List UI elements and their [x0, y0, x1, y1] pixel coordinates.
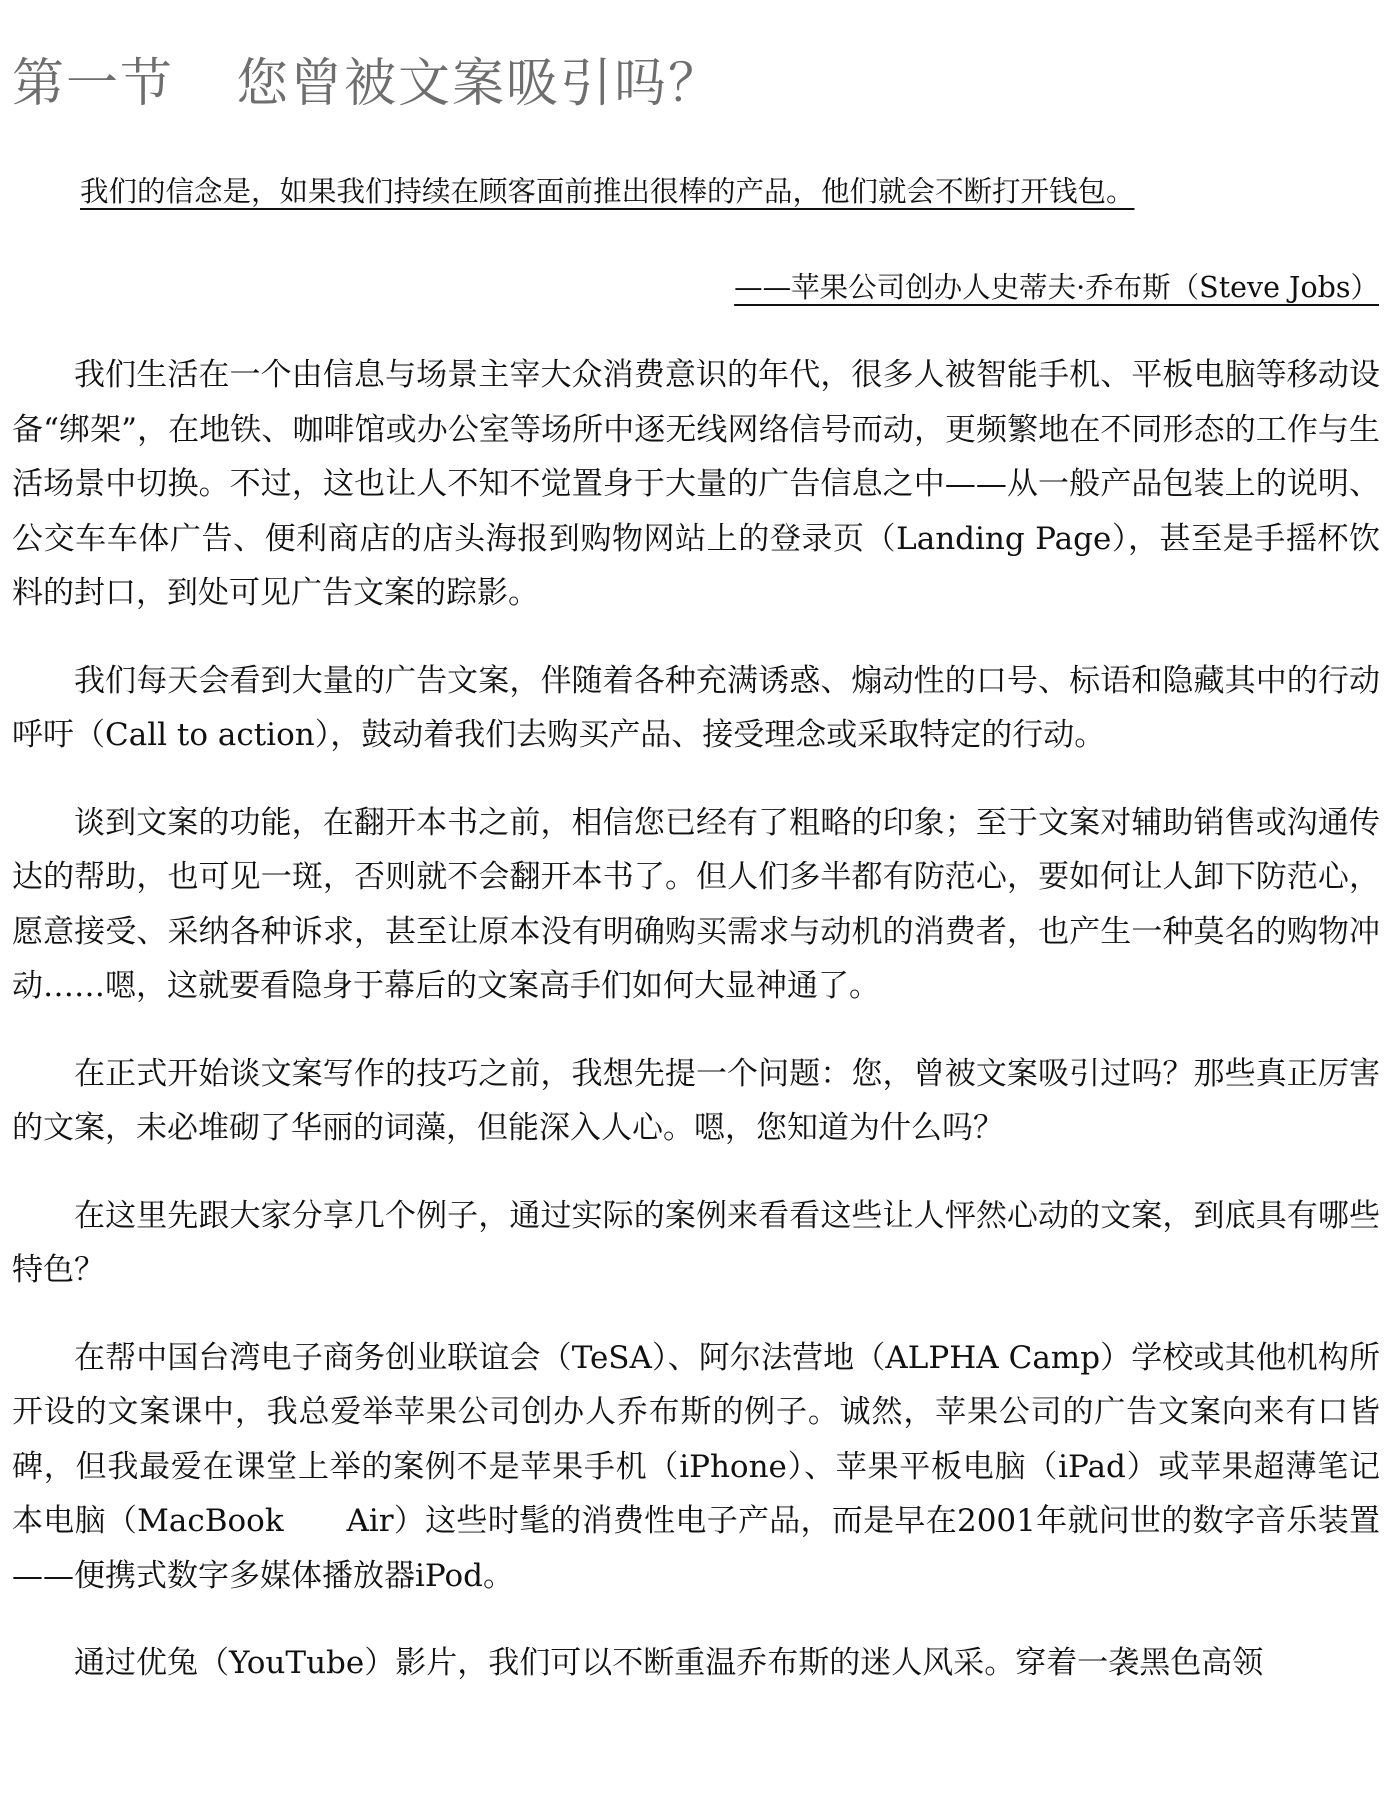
body-text [12, 348, 1380, 1724]
section-heading [12, 52, 722, 116]
paragraph: 在正式开始谈文案写作的技巧之前，我想先提一个问题：您，曾被文案吸引过吗？那些真正厉害的文案，未必堆砌了华丽的词藻，但能深入人心。嗯，您知道为什么吗？ [12, 1055, 1380, 1146]
epigraph-attribution: ——苹果公司创办人史蒂夫·乔布斯（Steve Jobs） [734, 271, 1379, 304]
paragraph: 在帮中国台湾电子商务创业联谊会（TeSA）、阿尔法营地（ALPHA Camp）学校或其他机构所开设的文案课中，我总爱举苹果公司创办人乔布斯的例子。诚然，苹果公司的广告文案向来有口皆碑，但我最爱在课堂上举的案例不是苹果手机（iPhone）、苹果平板电脑（iPad）或苹果超薄笔记本电脑（MacBook Air）这些时髦的消费性电子产品，而是早在2001年就问世的数字音乐装置——便携式数字多媒体播放器iPod。 [12, 1339, 1380, 1594]
epigraph-quote: 我们的信念是，如果我们持续在顾客面前推出很棒的产品，他们就会不断打开钱包。 [80, 175, 1135, 208]
section-title: 您曾被文案吸引吗？ [236, 54, 723, 114]
paragraph: 我们生活在一个由信息与场景主宰大众消费意识的年代，很多人被智能手机、平板电脑等移动设备“绑架”，在地铁、咖啡馆或办公室等场所中逐无线网络信号而动，更频繁地在不同形态的工作与生活场景中切换。不过，这也让人不知不觉置身于大量的广告信息之中——从一般产品包装上的说明、公交车车体广告、便利商店的店头海报到购物网站上的登录页（Landing Page），甚至是手摇杯饮料的封口，到处可见广告文案的踪影。 [12, 357, 1380, 611]
section-number: 第一节 [12, 54, 175, 114]
paragraph: 通过优兔（YouTube）影片，我们可以不断重温乔布斯的迷人风采。穿着一袭黑色高领 [74, 1645, 1264, 1681]
paragraph: 在这里先跟大家分享几个例子，通过实际的案例来看看这些让人怦然心动的文案，到底具有哪些特色？ [12, 1197, 1380, 1288]
paragraph: 我们每天会看到大量的广告文案，伴随着各种充满诱惑、煽动性的口号、标语和隐藏其中的行动呼吁（Call to action），鼓动着我们去购买产品、接受理念或采取特定的行动。 [12, 662, 1380, 753]
paragraph: 谈到文案的功能，在翻开本书之前，相信您已经有了粗略的印象；至于文案对辅助销售或沟通传达的帮助，也可见一斑，否则就不会翻开本书了。但人们多半都有防范心，要如何让人卸下防范心，愿意接受、采纳各种诉求，甚至让原本没有明确购买需求与动机的消费者，也产生一种莫名的购物冲动……嗯，这就要看隐身于幕后的文案高手们如何大显神通了。 [12, 804, 1380, 1004]
